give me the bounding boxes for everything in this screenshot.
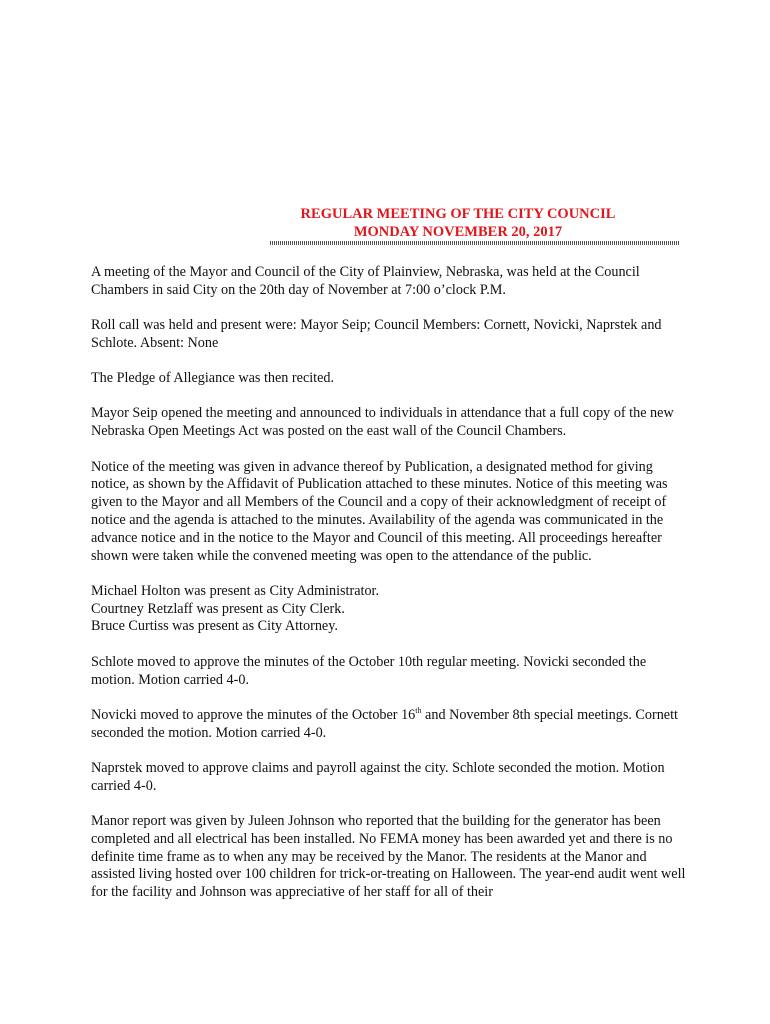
staff-attorney: Bruce Curtiss was present as City Attorney. bbox=[91, 618, 338, 635]
document-title bbox=[200, 205, 716, 241]
title-line-2: MONDAY NOVEMBER 20, 2017 bbox=[353, 224, 563, 240]
ordinal-superscript: th bbox=[415, 705, 422, 715]
staff-clerk: Courtney Retzlaff was present as City Clerk. bbox=[91, 600, 345, 617]
paragraph-manor-report: Manor report was given by Juleen Johnson who reported that the building for the generator has been completed and all electrical has been installed. No FEMA money has been awarded yet and there is no definite time frame as to when any may be received by the Manor. The residents at the Manor and assisted living hosted over 100 children for trick-or-treating on Halloween. The year-end audit went well for the facility and Johnson was appreciative of her staff for all of their bbox=[91, 813, 686, 901]
paragraph-minutes-october: Schlote moved to approve the minutes of the October 10th regular meeting. Novicki seconded the motion. Motion carried 4-0. bbox=[91, 653, 647, 688]
title-line-1: REGULAR MEETING OF THE CITY COUNCIL bbox=[300, 206, 616, 222]
minutes-body bbox=[91, 264, 691, 920]
paragraph-claims-payroll: Naprstek moved to approve claims and payroll against the city. Schlote seconded the motion. Motion carried 4-0. bbox=[91, 759, 665, 794]
paragraph-pledge: The Pledge of Allegiance was then recited. bbox=[91, 370, 335, 387]
paragraph-notice: Notice of the meeting was given in advance thereof by Publication, a designated method for giving notice, as shown by the Affidavit of Publication attached to these minutes. Notice of this meeting was given to the Mayor and all Members of the Council and a copy of their acknowledgment of receipt of notice and the agenda is attached to the minutes. Availability of the agenda was communicated in the advance notice and in the notice to the Mayor and Council of this meeting. All proceedings hereafter shown were taken while the convened meeting was open to the attendance of the public. bbox=[91, 458, 668, 564]
paragraph-open-meetings-act: Mayor Seip opened the meeting and announced to individuals in attendance that a full copy of the new Nebraska Open Meetings Act was posted on the east wall of the Council Chambers. bbox=[91, 405, 674, 440]
paragraph-roll-call: Roll call was held and present were: Mayor Seip; Council Members: Cornett, Novicki, Naprstek and Schlote. Absent: None bbox=[91, 317, 662, 351]
paragraph-meeting-held: A meeting of the Mayor and Council of the City of Plainview, Nebraska, was held at the Council Chambers in said City on the 20th day of November at 7:00 o’clock P.M. bbox=[91, 264, 640, 298]
title-underline bbox=[270, 241, 680, 245]
staff-administrator: Michael Holton was present as City Administrator. bbox=[91, 582, 380, 599]
paragraph-minutes-special bbox=[91, 707, 691, 743]
minutes-special-part-a: Novicki moved to approve the minutes of the October 16 bbox=[91, 706, 416, 723]
minutes-special-part-b: and November 8th special meetings. Cornett seconded the motion. Motion carried 4-0. bbox=[91, 706, 678, 741]
